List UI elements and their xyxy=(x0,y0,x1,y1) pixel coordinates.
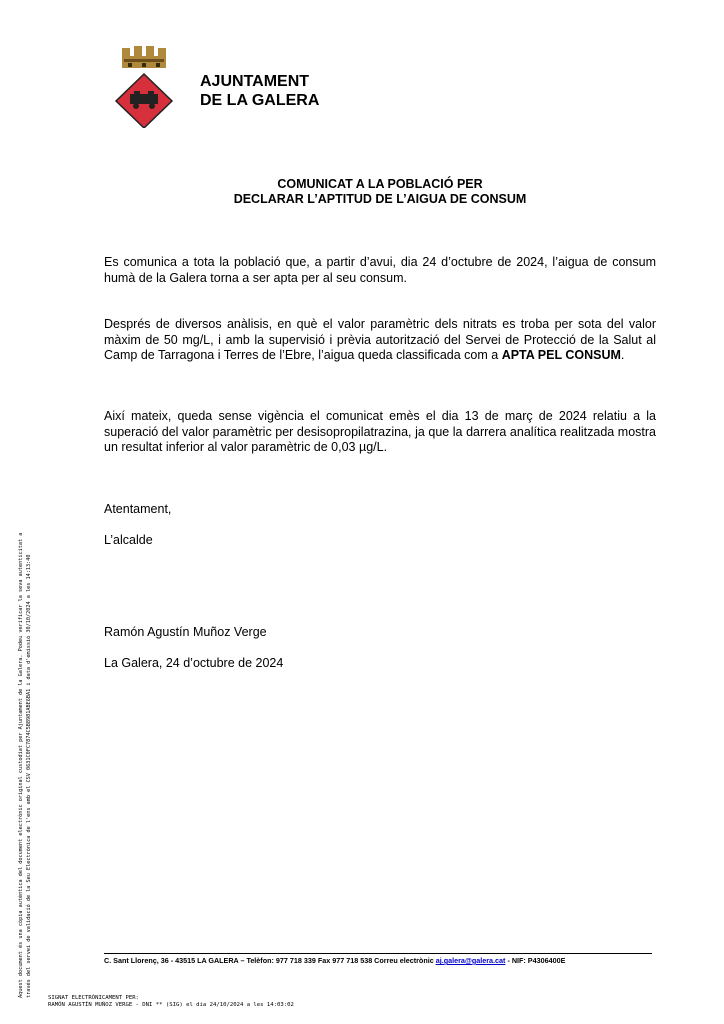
title-line-2: DECLARAR L’APTITUD DE L’AIGUA DE CONSUM xyxy=(233,192,527,206)
signer-role: L’alcalde xyxy=(104,533,153,547)
validation-note xyxy=(18,348,33,998)
signer-name: Ramón Agustín Muñoz Verge xyxy=(104,625,267,639)
org-line-1: AJUNTAMENT xyxy=(200,73,310,90)
footer-contact xyxy=(104,956,565,965)
electronic-signature-stamp xyxy=(48,995,294,1009)
paragraph-analysis-text: Després de diversos anàlisis, en què el valor paramètric dels nitrats es troba per sota del valor màxim de 50 mg/L, i amb la supervisió i prèvia autorització del Servei de Protecció de la Salut al Camp de Tarragona i Terres de l’Ebre, l’aigua queda classificada com a xyxy=(104,317,656,362)
paragraph-analysis-end: . xyxy=(620,348,625,362)
signature-line-2: RAMÓN AGUSTÍN MUÑOZ VERGE - DNI ** (SIG) el dia 24/10/2024 a les 14:03:02 xyxy=(48,1002,294,1008)
title-line-1: COMUNICAT A LA POBLACIÓ PER xyxy=(277,177,483,191)
paragraph-analysis xyxy=(104,317,656,364)
coat-of-arms-icon xyxy=(114,44,174,128)
footer-address: C. Sant Llorenç, 36 - 43515 LA GALERA – Telèfon: 977 718 339 Fax 977 718 538 Correu electrònic xyxy=(104,956,436,965)
place-date: La Galera, 24 d’octubre de 2024 xyxy=(104,656,284,670)
paragraph-revocation: Així mateix, queda sense vigència el comunicat emès el dia 13 de març de 2024 relatiu a la superació del valor paramètric per desisopropilatrazina, ja que la darrera analítica realitzada mostra un resultat inferior al valor paramètric de 0,03 µg/L. xyxy=(104,409,656,454)
paragraph-announcement: Es comunica a tota la població que, a partir d’avui, dia 24 d’octubre de 2024, l’aigua de consum humà de la Galera torna a ser apta per al seu consum. xyxy=(104,255,656,285)
signature-line-1: SIGNAT ELECTRÒNICAMENT PER: xyxy=(48,995,139,1001)
municipality-name xyxy=(200,72,319,110)
org-line-2: DE LA GALERA xyxy=(200,92,320,109)
footer-divider xyxy=(104,953,652,954)
closing: Atentament, xyxy=(104,502,172,516)
validation-note-line-1: Aquest document és una còpia autèntica del document electrònic original custodiat per Ajuntament de la Galera. Podeu verificar la seva autenticitat a xyxy=(18,532,24,998)
document-title xyxy=(100,177,660,207)
paragraph-analysis-bold: APTA PEL CONSUM xyxy=(501,348,621,362)
footer-email-link[interactable]: aj.galera@galera.cat xyxy=(435,956,506,965)
validation-note-line-2: través del servei de validació de la Seu Electrònica de l'ens amb el CSV 0631C0FC7874C5B8981ABE6BA1 i data d'emissió 30/10/2024 a les 14:13:40 xyxy=(25,554,32,998)
footer-nif: - NIF: P4306400E xyxy=(505,956,566,965)
